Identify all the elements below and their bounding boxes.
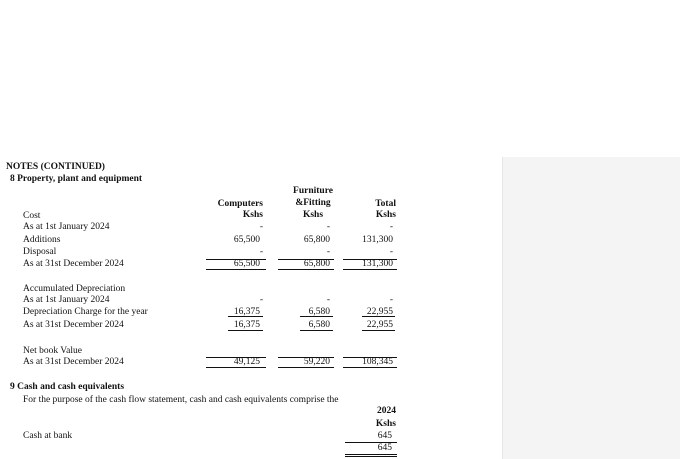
cell-computers: 49,125 [233,357,260,367]
cell-furniture: 65,800 [303,235,330,245]
depreciation-label: Accumulated Depreciation [23,284,126,294]
header-computers: Computers [217,199,263,209]
double-underline [345,456,397,457]
row-label: As at 1st January 2024 [23,222,110,232]
cell-computers: - [259,247,263,257]
cell-total: 645 [377,443,392,453]
cell-furniture: 6,580 [308,320,330,330]
cell-total: 131,300 [362,235,393,245]
cell-computers: - [259,295,263,305]
row-label: As at 31st December 2024 [23,357,124,367]
cell-furniture: 6,580 [308,307,330,317]
cell-furniture: - [326,295,330,305]
section-8-heading: 8 Property, plant and equipment [10,174,143,184]
header-computers-unit: Kshs [242,210,263,220]
header-furniture: Furniture [293,186,333,196]
row-label: Cash at bank [23,431,73,441]
section-9-heading: 9 Cash and cash equivalents [10,382,125,392]
row-label: Additions [23,235,61,245]
header-year: 2024 [377,406,396,416]
side-panel [502,157,680,459]
underline [345,454,397,455]
notes-title: NOTES (CONTINUED) [6,162,105,172]
cell-computers: 65,500 [233,259,260,269]
cell-total: - [389,222,393,232]
header-total: Total [375,199,396,209]
cell-total: - [389,247,393,257]
cell-furniture: - [326,222,330,232]
cell-total: 108,345 [362,357,393,367]
cell-computers: - [259,222,263,232]
row-label: Disposal [23,247,57,257]
cell-value: 645 [377,431,392,441]
header-furniture-unit: Kshs [302,210,324,220]
row-label: Depreciation Charge for the year [23,307,148,317]
cell-total: - [389,295,393,305]
cell-computers: 16,375 [233,307,260,317]
cell-furniture: - [326,247,330,257]
section-9-description: For the purpose of the cash flow statement, cash and cash equivalents comprise the [23,395,339,405]
cell-total: 131,300 [362,259,393,269]
nbv-label: Net book Value [23,346,82,356]
row-label: As at 31st December 2024 [23,259,124,269]
cell-furniture: 65,800 [303,259,330,269]
cell-total: 22,955 [366,320,393,330]
header-fitting: &Fitting [295,198,331,208]
cell-furniture: 59,220 [303,357,330,367]
header-total-unit: Kshs [375,210,396,220]
cell-computers: 16,375 [233,320,260,330]
row-label: As at 31st December 2024 [23,320,124,330]
cell-computers: 65,500 [233,235,260,245]
row-label: As at 1st January 2024 [23,295,110,305]
header-unit: Kshs [375,419,396,429]
cost-label: Cost [23,211,41,221]
cell-total: 22,955 [366,307,393,317]
